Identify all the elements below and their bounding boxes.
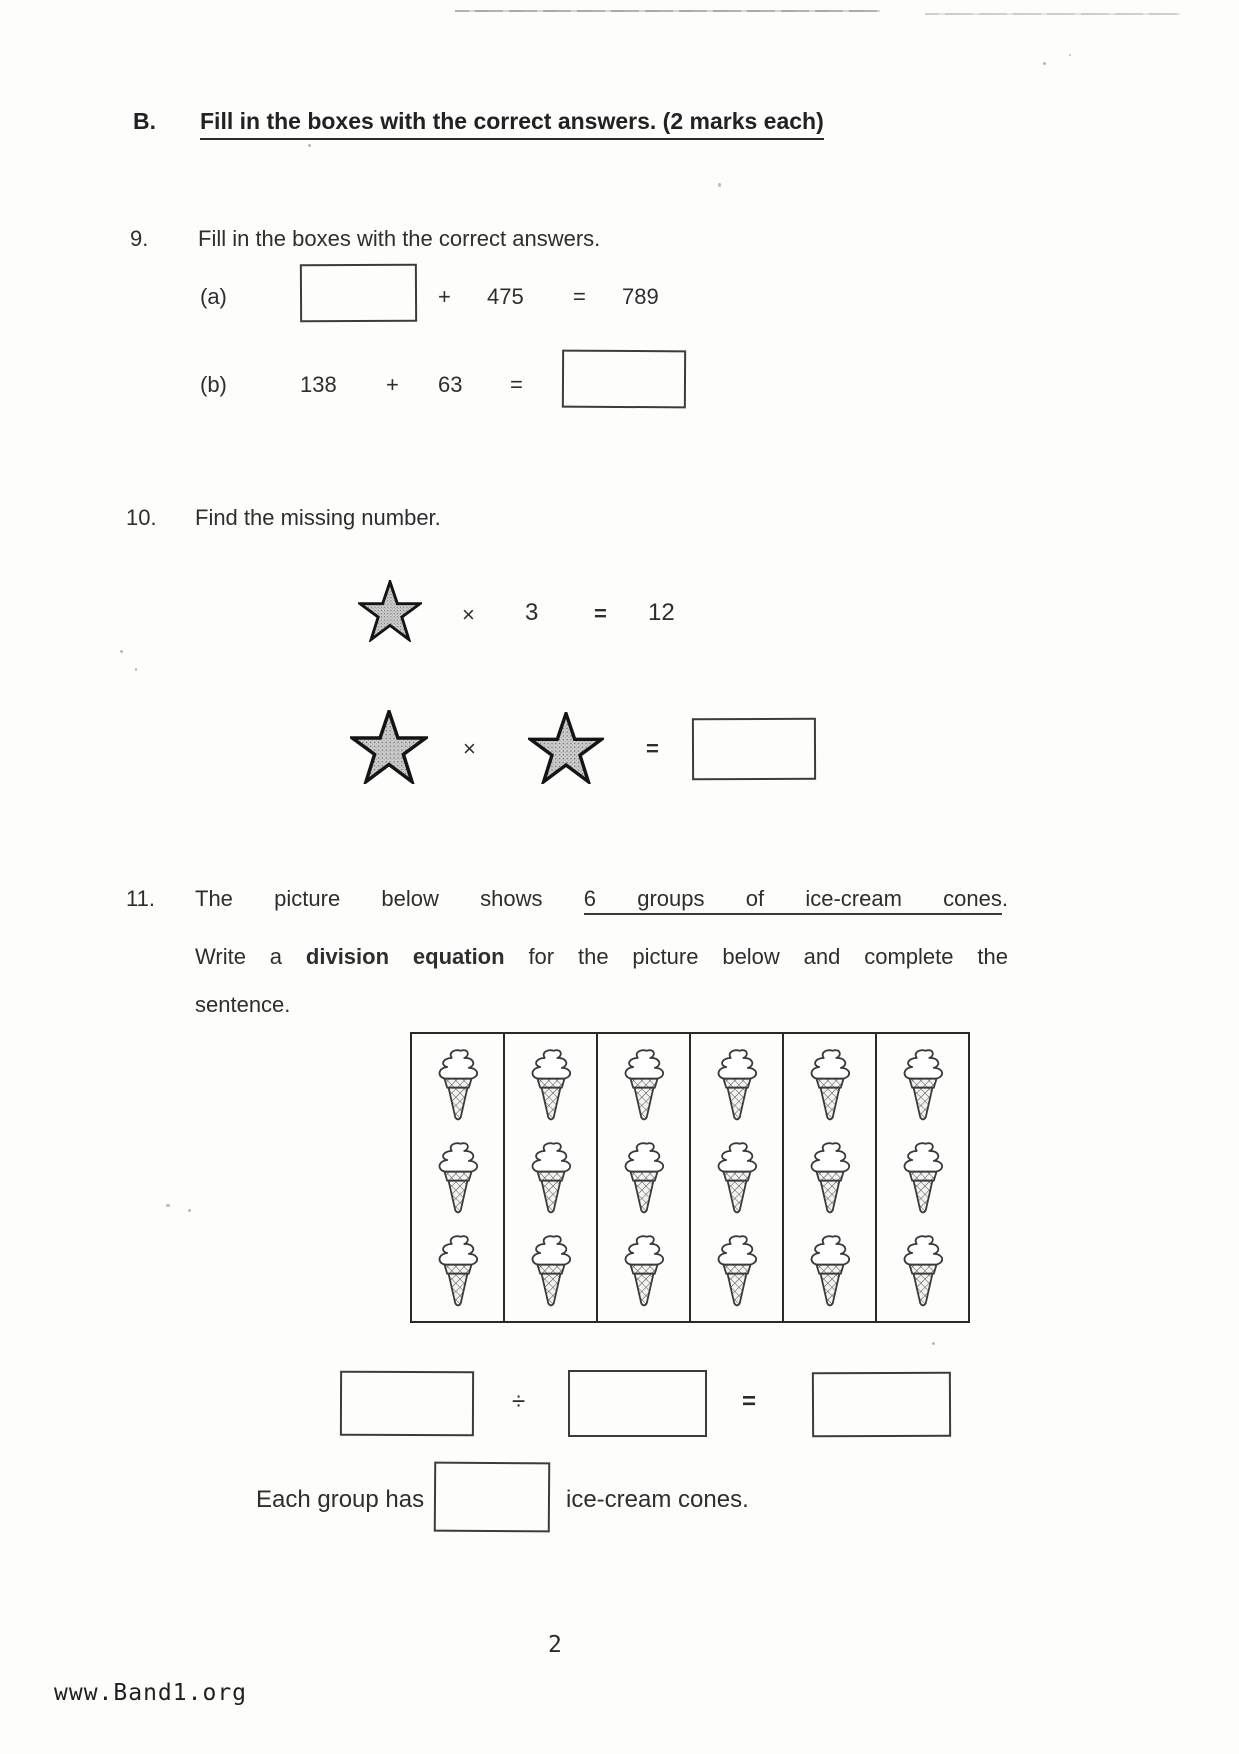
ice-cream-group (782, 1034, 875, 1321)
q11-line2 (195, 944, 1008, 970)
scan-speck (932, 1342, 935, 1345)
ice-cream-group (503, 1034, 596, 1321)
scan-speck (166, 1204, 170, 1207)
q9b-label: (b) (200, 372, 227, 397)
scan-speck (718, 183, 721, 187)
star-icon (528, 712, 604, 784)
scan-speck (135, 668, 137, 671)
q9-prompt: Fill in the boxes with the correct answers. (198, 226, 601, 251)
ice-cream-grid (410, 1032, 970, 1323)
scan-artifact-line (455, 10, 880, 12)
q9a-sum: 789 (622, 284, 659, 309)
q9a-addend: 475 (487, 284, 524, 309)
star-icon (350, 710, 428, 784)
ice-cream-cone-icon (803, 1137, 857, 1219)
ice-cream-cone-icon (524, 1137, 578, 1219)
q11-quotient-box[interactable] (812, 1372, 951, 1438)
q9b-plus-sign: + (386, 372, 399, 397)
q9b-addend1: 138 (300, 372, 337, 397)
q10-eq1-factor: 3 (525, 599, 539, 626)
ice-cream-group (596, 1034, 689, 1321)
scan-artifact-line (925, 13, 1180, 15)
ice-cream-cone-icon (710, 1230, 764, 1312)
scan-speck (308, 144, 311, 147)
q9b-answer-box[interactable] (562, 350, 686, 409)
q9b-equals-sign: = (510, 372, 523, 397)
q11-line2-post: for the picture below and complete the (528, 944, 1008, 969)
ice-cream-group (875, 1034, 968, 1321)
section-title: Fill in the boxes with the correct answers. (2 marks each) (200, 108, 824, 140)
q9a-plus-sign: + (438, 284, 451, 309)
q11-equals-sign: = (742, 1388, 757, 1415)
section-label: B. (133, 108, 156, 134)
ice-cream-cone-icon (710, 1044, 764, 1126)
ice-cream-cone-icon (896, 1137, 950, 1219)
page-number: 2 (548, 1632, 562, 1658)
q11-underlined-phrase: 6 groups of ice-cream cones (584, 886, 1002, 915)
q9a-answer-box[interactable] (300, 264, 417, 323)
q10-eq1-times-sign: × (462, 602, 475, 627)
scan-speck (120, 650, 123, 653)
ice-cream-cone-icon (431, 1137, 485, 1219)
q11-line1-period: . (1001, 886, 1008, 911)
scan-speck (1069, 54, 1071, 56)
ice-cream-cone-icon (803, 1044, 857, 1126)
q10-prompt: Find the missing number. (195, 505, 441, 530)
q11-sentence-pre: Each group has (256, 1486, 425, 1513)
website-footer: www.Band1.org (54, 1680, 248, 1706)
q10-number: 10. (126, 505, 157, 530)
ice-cream-cone-icon (524, 1230, 578, 1312)
q11-number: 11. (126, 886, 155, 911)
ice-cream-cone-icon (896, 1230, 950, 1312)
scan-speck (188, 1209, 191, 1212)
q11-divide-sign: ÷ (512, 1388, 526, 1415)
q9a-label: (a) (200, 284, 227, 309)
q10-eq2-answer-box[interactable] (692, 718, 816, 780)
q10-eq2-times-sign: × (463, 736, 476, 761)
ice-cream-cone-icon (617, 1137, 671, 1219)
q11-divisor-box[interactable] (568, 1370, 707, 1437)
q11-line2-pre: Write a (195, 944, 283, 969)
q11-line1 (195, 886, 1008, 912)
ice-cream-group (689, 1034, 782, 1321)
q9a-equals-sign: = (573, 284, 586, 309)
ice-cream-cone-icon (803, 1230, 857, 1312)
ice-cream-cone-icon (431, 1230, 485, 1312)
ice-cream-cone-icon (617, 1230, 671, 1312)
q11-line2-bold-phrase: division equation (305, 944, 505, 969)
q11-sentence-post: ice-cream cones. (566, 1486, 749, 1513)
q9-number: 9. (130, 226, 149, 251)
ice-cream-cone-icon (710, 1137, 764, 1219)
ice-cream-cone-icon (524, 1044, 578, 1126)
q11-line1-pre: The picture below shows (195, 886, 543, 911)
q11-sentence-answer-box[interactable] (434, 1462, 550, 1533)
scan-speck (1043, 62, 1046, 65)
ice-cream-cone-icon (431, 1044, 485, 1126)
section-heading (200, 108, 824, 135)
ice-cream-cone-icon (617, 1044, 671, 1126)
star-icon (358, 580, 422, 642)
ice-cream-group (412, 1034, 503, 1321)
q10-eq1-product: 12 (648, 599, 675, 626)
q11-dividend-box[interactable] (340, 1371, 474, 1436)
q10-eq2-equals-sign: = (646, 736, 659, 761)
q9b-addend2: 63 (438, 372, 463, 397)
q10-eq1-equals-sign: = (594, 601, 607, 626)
ice-cream-cone-icon (896, 1044, 950, 1126)
q11-line3: sentence. (195, 992, 291, 1017)
